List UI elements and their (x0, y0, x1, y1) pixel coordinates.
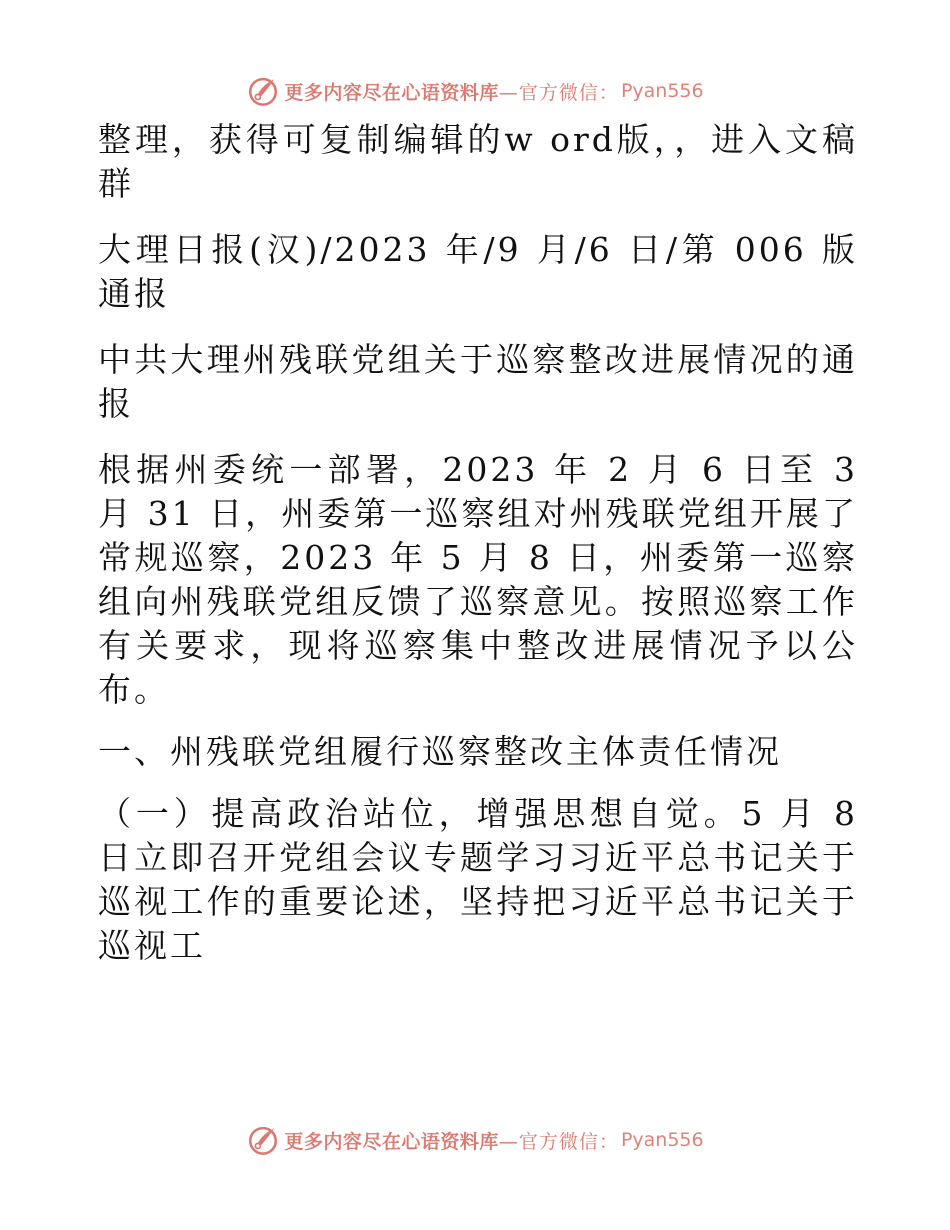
paragraph-body-2: （一）提高政治站位，增强思想自觉。5 月 8 日立即召开党组会议专题学习习近平总书记关于巡视工作的重要论述，坚持把习近平总书记关于巡视工 (98, 794, 858, 965)
paragraph-section-heading: 一、州残联党组履行巡察整改主体责任情况 (98, 732, 782, 771)
banner-main-text: 更多内容尽在心语资料库 (284, 81, 499, 104)
ink-brush-logo-icon (246, 1123, 280, 1157)
header-banner (0, 71, 950, 111)
banner-sub-text: —官方微信： (498, 1130, 619, 1153)
paragraph-title: 中共大理州残联党组关于巡察整改进展情况的通报 (98, 340, 858, 423)
paragraph-source-line: 大理日报(汉)/2023 年/9 月/6 日/第 006 版通报 (98, 230, 858, 313)
paragraph-intro-note: 整理，获得可复制编辑的w ord版，，进入文稿群 (98, 120, 858, 203)
footer-banner (0, 1120, 950, 1160)
banner-wechat-id: Pyan556 (620, 80, 704, 102)
banner-main-text: 更多内容尽在心语资料库 (284, 1130, 499, 1153)
banner-sub-text: —官方微信： (498, 81, 619, 104)
banner-wechat-id: Pyan556 (620, 1129, 704, 1151)
document-body (98, 118, 858, 990)
paragraph-body-1: 根据州委统一部署，2023 年 2 月 6 日至 3 月 31 日，州委第一巡察组对州残联党组开展了常规巡察，2023 年 5 月 8 日，州委第一巡察组向州残联党组反馈了巡察意见。按照巡察工作有关要求，现将巡察集中整改进展情况予以公布。 (98, 450, 858, 709)
ink-brush-logo-icon (246, 74, 280, 108)
